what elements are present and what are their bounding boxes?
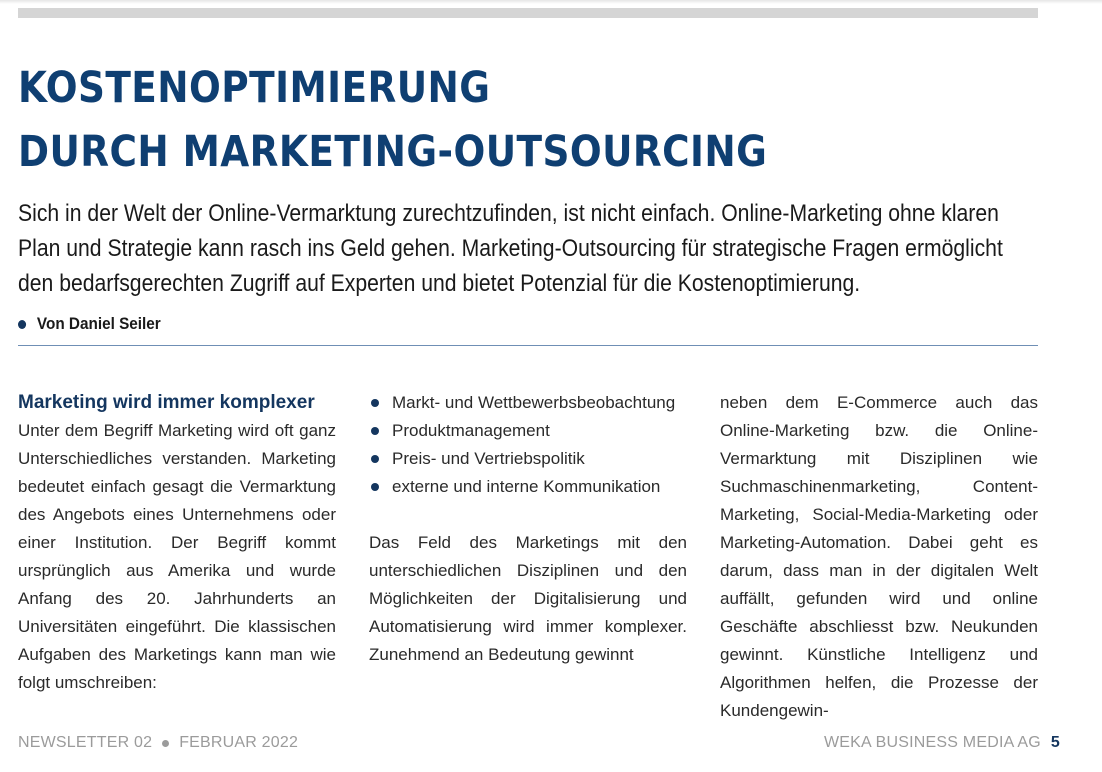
header-bar xyxy=(18,8,1038,18)
author-byline xyxy=(18,314,161,334)
paragraph-online-marketing: neben dem E-Commerce auch das Online-Marketing bzw. die Online-Vermarktung mit Disziplinen wie Suchmaschinenmarketing, Content-Marketing, Social-Media-Marketing oder Marketing-Automation. Dabei geht es darum, dass man in der digitalen Welt auffällt, gefunden wird und online Geschäfte abschliesst bzw. Neukunden gewinnt. Künstliche Intelligenz und Algorithmen helfen, die Prozesse der Kundengewin- xyxy=(720,393,1038,720)
footer-issue xyxy=(18,734,298,752)
section-heading: Marketing wird immer komplexer xyxy=(18,392,315,413)
list-item: Produktmanagement xyxy=(369,417,687,445)
divider-line xyxy=(18,345,1038,346)
paragraph-intro: Unter dem Begriff Marketing wird oft ganz Unterschiedliches verstanden. Marketing bedeutet einfach gesagt die Vermarktung des Angebots eines Unternehmens oder einer Institution. Der Begriff kommt ursprünglich aus Amerika und wurde Anfang des 20. Jahrhunderts an Universitäten eingeführt. Die klassischen Aufgaben des Marketings kann man wie folgt umschreiben: xyxy=(18,421,336,692)
article-title-line-2: DURCH MARKETING-OUTSOURCING xyxy=(18,127,768,177)
bullet-icon xyxy=(162,740,169,747)
paragraph-complexity: Das Feld des Marketings mit den unterschiedlichen Disziplinen und den Möglichkeiten der Digitalisierung und Automatisierung wird immer komplexer. Zunehmend an Bedeutung gewinnt xyxy=(369,533,687,664)
list-item: Markt- und Wettbewerbsbeobachtung xyxy=(369,389,687,417)
footer-newsletter: NEWSLETTER 02 xyxy=(18,734,153,751)
footer-publisher: WEKA BUSINESS MEDIA AG xyxy=(823,734,1041,751)
text-column-1 xyxy=(18,389,336,697)
article-title xyxy=(18,56,940,184)
page-top-edge xyxy=(0,0,1102,4)
article-title-line-1: KOSTENOPTIMIERUNG xyxy=(18,63,491,113)
list-item: externe und interne Kommunikation xyxy=(369,473,687,501)
task-list xyxy=(369,389,687,501)
list-item: Preis- und Vertriebspolitik xyxy=(369,445,687,473)
article-lead: Sich in der Welt der Online-Vermarktung zurechtzufinden, ist nicht einfach. Online-Marketing ohne klaren Plan und Strategie kann rasch ins Geld gehen. Marketing-Outsourcing für strategische Fragen ermöglicht den bedarfsgerechten Zugriff auf Experten und bietet Potenzial für die Kostenoptimierung. xyxy=(18,200,1003,297)
footer-date: FEBRUAR 2022 xyxy=(179,734,299,751)
bullet-icon xyxy=(18,320,26,329)
text-column-3 xyxy=(720,389,1038,725)
footer-publisher-block xyxy=(824,734,1060,752)
author-name: Von Daniel Seiler xyxy=(36,314,161,333)
page-number: 5 xyxy=(1050,734,1060,751)
text-column-2 xyxy=(369,389,687,669)
